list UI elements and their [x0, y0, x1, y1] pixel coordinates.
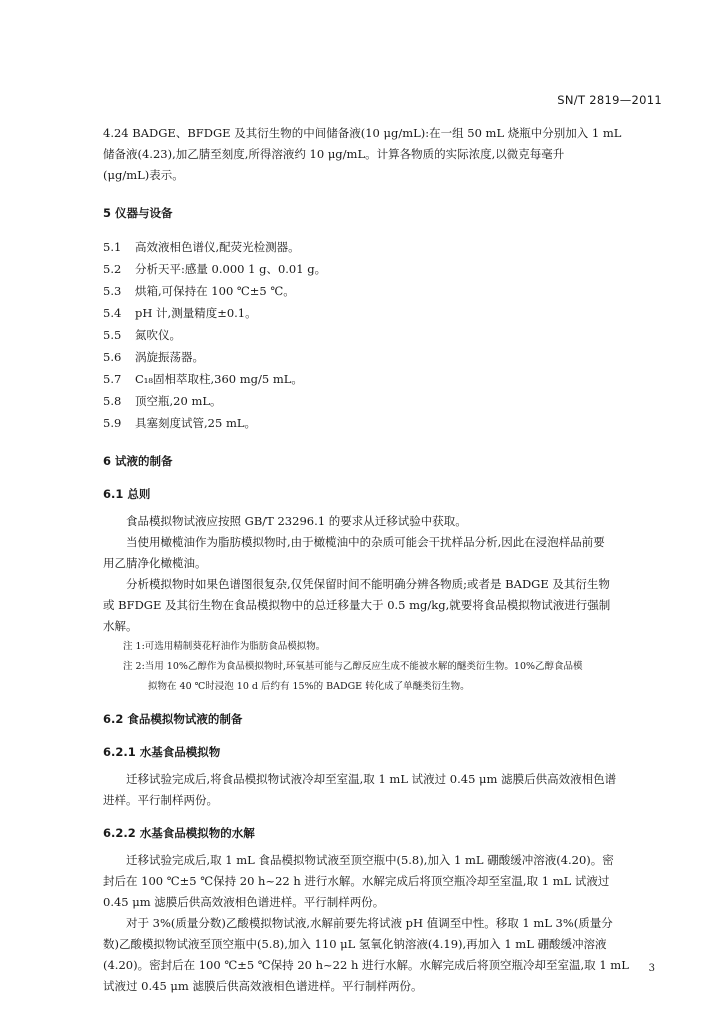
paragraph-line: 用乙腈净化橄榄油。: [103, 556, 207, 570]
standard-code: SN/T 2819—2011: [557, 93, 662, 107]
paragraph-line: 封后在 100 ℃±5 ℃保持 20 h~22 h 进行水解。水解完成后将顶空瓶冷却至室温,取 1 mL 试液过: [103, 874, 610, 888]
paragraph-line: 储备液(4.23),加乙腈至刻度,所得溶液约 10 μg/mL。计算各物质的实际浓度,以微克每毫升: [103, 147, 565, 161]
paragraph-line: 数)乙酸模拟物试液至顶空瓶中(5.8),加入 110 μL 氢氧化钠溶液(4.19),再加入 1 mL 硼酸缓冲溶液: [103, 937, 607, 951]
page-content: [103, 123, 663, 997]
paragraph-line: (4.20)。密封后在 100 ℃±5 ℃保持 20 h~22 h 进行水解。水解完成后将顶空瓶冷却至室温,取 1 mL: [103, 958, 629, 972]
list-item: 5.8 顶空瓶,20 mL。: [103, 394, 222, 408]
paragraph-line: 0.45 μm 滤膜后供高效液相色谱进样。平行制样两份。: [103, 895, 385, 909]
note-2: 注 2:当用 10%乙醇作为食品模拟物时,环氧基可能与乙醇反应生成不能被水解的醚类衍生物。10%乙醇食品模: [123, 661, 583, 672]
list-item: 5.1 高效液相色谱仪,配荧光检测器。: [103, 240, 300, 254]
note-2-continued: 拟物在 40 ℃时浸泡 10 d 后约有 15%的 BADGE 转化成了单醚类衍生物。: [148, 681, 470, 692]
section-heading: 6 试液的制备: [103, 454, 173, 468]
list-item: 5.9 具塞刻度试管,25 mL。: [103, 416, 256, 430]
clause-4-24: [103, 123, 663, 186]
subsection-heading: 6.1 总则: [103, 487, 151, 501]
paragraph-line: 对于 3%(质量分数)乙酸模拟物试液,水解前要先将试液 pH 值调至中性。移取 1 mL 3%(质量分: [126, 916, 613, 930]
paragraph-line: 当使用橄榄油作为脂肪模拟物时,由于橄榄油中的杂质可能会干扰样品分析,因此在浸泡样品前要: [126, 535, 605, 549]
list-item: 5.4 pH 计,测量精度±0.1。: [103, 306, 257, 320]
paragraph-line: 或 BFDGE 及其衍生物在食品模拟物中的总迁移量大于 0.5 mg/kg,就要将食品模拟物试液进行强制: [103, 598, 611, 612]
subsection-heading: 6.2.1 水基食品模拟物: [103, 745, 221, 759]
list-item: 5.7 C₁₈固相萃取柱,360 mg/5 mL。: [103, 372, 303, 386]
paragraph-line: 进样。平行制样两份。: [103, 793, 218, 807]
page-number: 3: [648, 963, 655, 974]
list-item: 5.2 分析天平:感量 0.000 1 g、0.01 g。: [103, 262, 327, 276]
list-item: 5.5 氮吹仪。: [103, 328, 181, 342]
paragraph-line: 试液过 0.45 μm 滤膜后供高效液相色谱进样。平行制样两份。: [103, 979, 423, 993]
subsection-heading: 6.2 食品模拟物试液的制备: [103, 712, 243, 726]
note-1: 注 1:可选用精制葵花籽油作为脂肪食品模拟物。: [123, 641, 326, 652]
paragraph-line: 分析模拟物时如果色谱图很复杂,仅凭保留时间不能明确分辨各物质;或者是 BADGE 及其衍生物: [126, 577, 610, 591]
paragraph-line: 4.24 BADGE、BFDGE 及其衍生物的中间储备液(10 μg/mL):在一组 50 mL 烧瓶中分别加入 1 mL: [103, 126, 622, 140]
section-heading: 5 仪器与设备: [103, 206, 173, 220]
paragraph-line: 迁移试验完成后,将食品模拟物试液冷却至室温,取 1 mL 试液过 0.45 μm 滤膜后供高效液相色谱: [126, 772, 617, 786]
subsection-heading: 6.2.2 水基食品模拟物的水解: [103, 826, 255, 840]
paragraph-line: 迁移试验完成后,取 1 mL 食品模拟物试液至顶空瓶中(5.8),加入 1 mL 硼酸缓冲溶液(4.20)。密: [126, 853, 614, 867]
list-item: 5.6 涡旋振荡器。: [103, 350, 204, 364]
paragraph-line: 食品模拟物试液应按照 GB/T 23296.1 的要求从迁移试验中获取。: [126, 514, 467, 528]
paragraph-line: (μg/mL)表示。: [103, 168, 184, 182]
paragraph-line: 水解。: [103, 619, 138, 633]
equipment-list: [103, 236, 663, 434]
list-item: 5.3 烘箱,可保持在 100 ℃±5 ℃。: [103, 284, 295, 298]
